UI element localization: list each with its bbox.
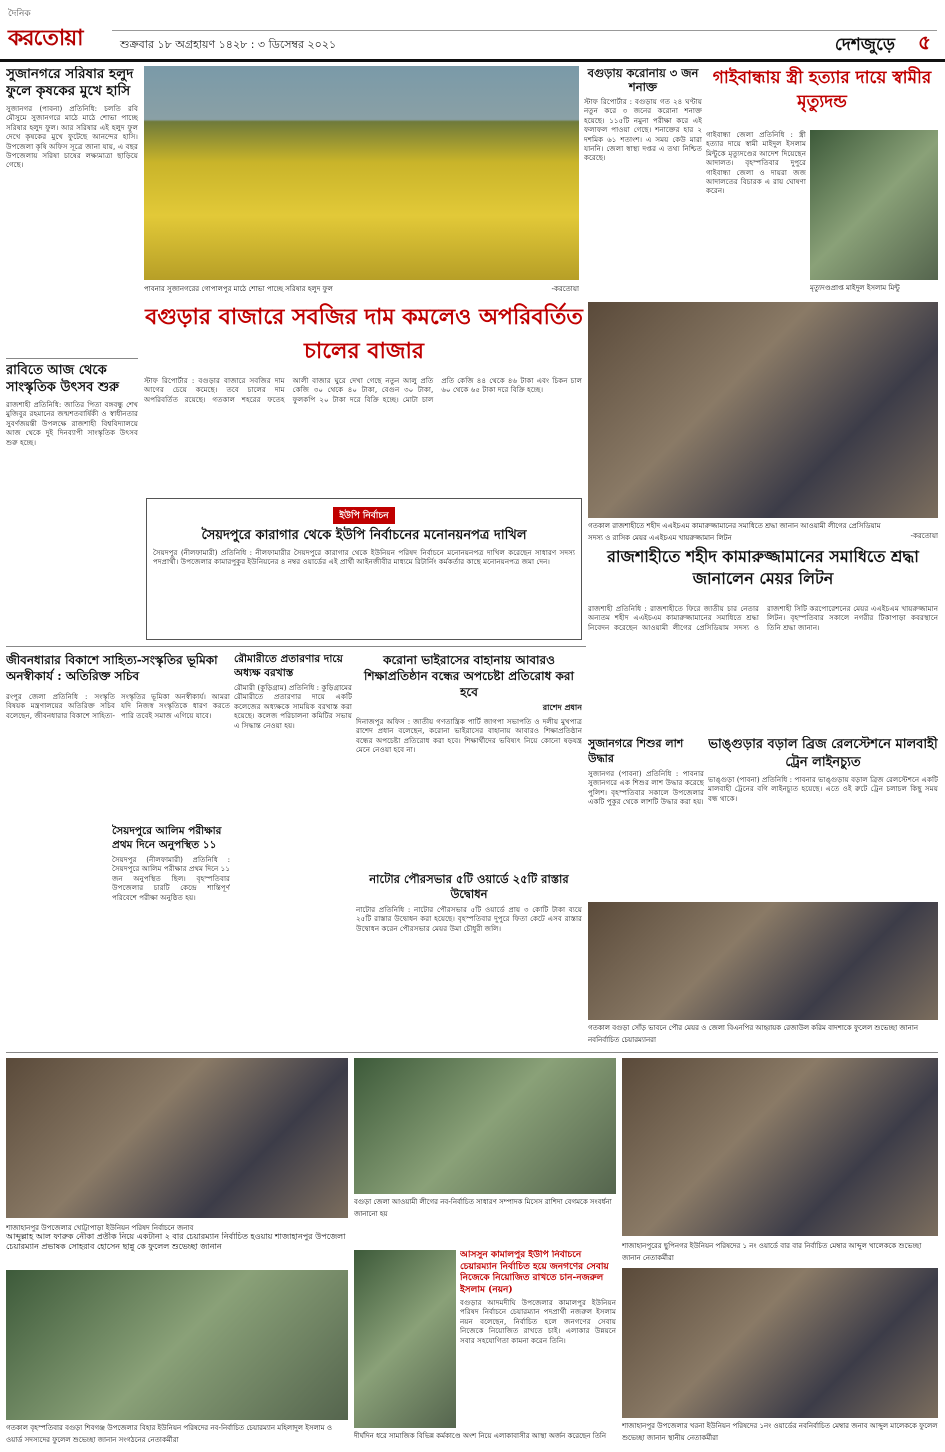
logo-main-text: করতোয়া	[8, 25, 83, 51]
story-vegetable-body: স্টাফ রিপোর্টার : বগুড়ার বাজারে সবজির দাম আগের চেয়ে কমেছে। তবে চালের দাম অপরিবর্তিত রয়েছে। গতকাল শহরের ফতেহ আলী বাজার ঘুরে দেখা গেছে নতুন আলু প্রতি কেজি ৩০ থেকে ৪০ টাকা, বেগুন ৩০ টাকা, ফুলকপি ২০ টাকা দরে বিক্রি হচ্ছে। মোটা চাল প্রতি কেজি ৪৪ থেকে ৪৬ টাকা এবং চিকন চাল ৬০ থেকে ৬৫ টাকা দরে বিক্রি হচ্ছে।	[144, 376, 582, 404]
story-corona-body: স্টাফ রিপোর্টার : বগুড়ায় গত ২৪ ঘণ্টায় নতুন করে ৩ জনের করোনা শনাক্ত হয়েছে। ১১৫টি নমুনা পরীক্ষা করে এই ফলাফল পাওয়া গেছে। শনাক্তের হার ২ দশমিক ৬১ শতাংশ। এ সময় কেউ মারা যাননি। জেলা স্বাস্থ্য দপ্তর এ তথ্য নিশ্চিত করেছে।	[584, 97, 702, 163]
story-kamruzzaman-body: রাজশাহী প্রতিনিধি : রাজশাহীতে ফিরে জাতীয় চার নেতার অন্যতম শহীদ এএইচএম কামারুজ্জামানের সমাধিতে শ্রদ্ধা নিবেদন করেছেন আওয়ামী লীগের প্রেসিডিয়াম সদস্য ও রাজশাহী সিটি করপোরেশনের মেয়র এএইচএম খায়রুজ্জামান লিটন। বৃহস্পতিবার সকালে নগরীর টিকাপাড়া কবরস্থানে তিনি শ্রদ্ধা জানান।	[588, 604, 938, 632]
shajahanpur-greeting-photo	[622, 1058, 938, 1236]
bogra-event-photo	[354, 1058, 616, 1194]
story-kamalpur-body: বগুড়ার আদমদীঘি উপজেলার কামালপুর ইউনিয়ন পরিষদ নির্বাচনে চেয়ারম্যান পদপ্রার্থী নজরুল ইসলাম নয়ন বলেছেন, নির্বাচিত হলে জনগণের সেবায় নিজেকে নিয়োজিত রাখতে চাই। এলাকার উন্নয়নে সবার সহযোগিতা কামনা করেন তিনি।	[460, 1298, 616, 1345]
story-up-headline: সৈয়দপুরে কারাগার থেকে ইউপি নির্বাচনের মনোনয়নপত্র দাখিল	[201, 528, 527, 543]
story-sujanagar-body: সুজানগর (পাবনা) প্রতিনিধি : পাবনার সুজানগরে এক শিশুর লাশ উদ্ধার করেছে পুলিশ। বৃহস্পতিবার সকালে উপজেলার একটি পুকুর থেকে লাশটি উদ্ধার করা হয়।	[588, 769, 704, 807]
khorna-photo-caption: শাজাহানপুর উপজেলার খরনা ইউনিয়ন পরিষদের ১নং ওয়ার্ডের নবনির্বাচিত মেম্বার জনাব আব্দুল মালেককে ফুলেল শুভেচ্ছা জানান স্থানীয় নেতাকর্মীরা	[622, 1422, 938, 1442]
story-education-body: দিনাজপুর অফিস : জাতীয় গণতান্ত্রিক পার্টি জাগপা সভাপতি ও দলীয় মুখপাত্র রাশেদ প্রধান বলেছেন, করোনা ভাইরাসের বাহানায় আবারও শিক্ষাপ্রতিষ্ঠান বন্ধের অপচেষ্টা প্রতিরোধ করা হবে। শিক্ষার্থীদের ভবিষ্যৎ নিয়ে কোনো ষড়যন্ত্র মেনে নেওয়া হবে না।	[356, 717, 582, 755]
story-gaibandha-headline: গাইবান্ধায় স্ত্রী হত্যার দায়ে স্বামীর মৃত্যুদন্ড	[712, 68, 932, 112]
story-sujanagar-headline: সুজানগরে শিশুর লাশ উদ্ধার	[588, 737, 684, 765]
story-kamalpur-headline: আসসুন কামালপুর ইউপি নির্বাচনে চেয়ারম্যান নির্বাচিত হয়ে জনগণের সেবায় নিজেকে নিয়োজিত রাখতে চান-নজরুল ইসলাম (নয়ন)	[460, 1250, 609, 1295]
ghor-meeting-caption: গতকাল বগুড়া সোঁড় ভাবনে পৌর মেয়র ও জেলা বিএনপির আহ্বায়ক রেজাউল করিম বাদশাকে ফুলেল শুভেচ্ছা জানান নবনির্বাচিত চেয়ারম্যানরা	[588, 1024, 919, 1044]
story-bridge	[708, 736, 938, 876]
story-kamruzzaman-headline-box	[588, 546, 938, 602]
story-corona-headline: বগুড়ায় করোনায় ৩ জন শনাক্ত	[587, 66, 699, 94]
story-fraud-body: রৌমারী (কুড়িগ্রাম) প্রতিনিধি : কুড়িগ্রামের রৌমারীতে প্রতারণার দায়ে একটি কলেজের অধ্যক্ষকে সাময়িক বরখাস্ত করা হয়েছে। কলেজ পরিচালনা কমিটির সভায় এ সিদ্ধান্ত নেওয়া হয়।	[234, 683, 352, 730]
masthead	[0, 0, 945, 62]
story-mustard-headline: সুজানগরে সরিষার হলুদ ফুলে কৃষকের মুখে হাসি	[6, 66, 134, 99]
story-education-headline: করোনা ভাইরাসের বাহানায় আবারও শিক্ষাপ্রতিষ্ঠান বন্ধের অপচেষ্টা প্রতিরোধ করা হবে	[364, 653, 574, 699]
story-gaibandha-body: গাইবান্ধা জেলা প্রতিনিধি : স্ত্রী হত্যার দায়ে স্বামী মাইদুল ইসলাম মিন্টুকে মৃত্যুদণ্ডের আদেশ দিয়েছেন আদালত। বৃহস্পতিবার দুপুরে গাইবান্ধা জেলা ও দায়রা জজ আদালতের বিচারক এ রায় ঘোষণা করেন।	[706, 130, 806, 196]
mustard-photo-caption: পাবনার সুজানগরের গোপালপুর মাঠে শোভা পাচ্ছে সরিষার হলুদ ফুল	[144, 285, 333, 293]
story-exam	[112, 824, 230, 1014]
kamruzzaman-photo-caption: গতকাল রাজশাহীতে শহীদ এএইচএম কামারুজ্জামানের সমাধিতে শ্রদ্ধা জানান আওয়ামী লীগের প্রেসিডিয়াম সদস্য ও রাসিক মেয়র এএইচএম খায়রুজ্জামান লিটন	[588, 522, 881, 542]
story-up-election	[146, 498, 582, 640]
lady-photo-caption: গতকাল বৃহস্পতিবার বগুড়া শিবগঞ্জ উপজেলার বিহার ইউনিয়ন পরিষদের নব-নির্বাচিত চেয়ারম্যান মহিলাদুল ইসলাম ও ওয়ার্ড সদস্যদের ফুলেল শুভেচ্ছা জানান সংগঠনের নেতাকর্মীরা	[6, 1424, 333, 1444]
divider	[6, 1052, 938, 1053]
convict-photo-caption: মৃত্যুদণ্ডপ্রাপ্ত মাইদুল ইসলাম মিন্টু	[810, 284, 900, 292]
story-exam-headline: সৈয়দপুরে আলিম পরীক্ষার প্রথম দিনে অনুপস্থিত ১১	[112, 825, 222, 851]
story-gaibandha-headline-box	[706, 66, 938, 126]
logo-small-text: দৈনিক	[8, 9, 31, 19]
newspaper-logo	[8, 6, 104, 54]
story-education-author: রাশেদ প্রধান	[542, 703, 582, 712]
story-kamalpur	[460, 1250, 616, 1430]
story-natore	[356, 872, 582, 1018]
story-fraud-headline: রৌমারীতে প্রতারণার দায়ে অধ্যক্ষ বরখাস্ত	[234, 653, 343, 679]
story-education	[356, 652, 582, 868]
section-title: দেশজুড়ে	[834, 35, 895, 55]
mustard-field-photo	[144, 66, 579, 280]
kamruzzaman-tribute-photo	[588, 302, 938, 518]
story-kamruzzaman-headline: রাজশাহীতে শহীদ কামারুজ্জামানের সমাধিতে শ্রদ্ধা জানালেন মেয়র লিটন	[607, 547, 919, 588]
story-corona	[584, 66, 702, 316]
dateline: শুক্রবার ১৮ অগ্রহায়ণ ১৪২৮ : ৩ ডিসেম্বর ২০২১	[120, 38, 337, 51]
story-mustard	[6, 66, 138, 356]
story-jibandhara-headline: জীবনধারার বিকাশে সাহিত্য-সংস্কৃতির ভূমিকা অনস্বীকার্য : অতিরিক্ত সচিব	[6, 653, 218, 683]
story-fraud	[234, 652, 352, 1012]
convict-photo	[810, 130, 938, 280]
story-rabi-body: রাজশাহী প্রতিনিধি: জাতির পিতা বঙ্গবন্ধু শেখ মুজিবুর রহমানের জন্মশতবার্ষিকী ও স্বাধীনতার সুবর্ণজয়ন্তী উপলক্ষে রাজশাহী বিশ্ববিদ্যালয়ে আজ থেকে দুই দিনব্যাপী সাংস্কৃতিক উৎসব শুরু হচ্ছে।	[6, 400, 138, 447]
abdullah-photo-caption: আব্দুল্লাহ আল ফারুক নৌকা প্রতীক নিয়ে একটানা ২ বার চেয়ারম্যান নির্বাচিত হওয়ায় শাজাহানপুর উপজেলা চেয়ারম্যান প্রভাষক সোহরাব হোসেন ছান্নু কে ফুলেল শুভেচ্ছা জানান	[6, 1232, 346, 1251]
bogra-event-caption: বগুড়া জেলা আওয়ামী লীগের নব-নির্বাচিত সাধারণ সম্পাদক মিসেস রাশিদা বেগমকে সংবর্ধনা জানানো হয়	[354, 1198, 612, 1218]
mustard-photo-credit: -করতোয়া	[551, 285, 579, 293]
story-mustard-body: সুজানগর (পাবনা) প্রতিনিধি: চলতি রবি মৌসুমে সুজানগরে মাঠে মাঠে শোভা পাচ্ছে সরিষার হলুদ ফুল। আর সরিষার এই হলুদ ফুল দেখে কৃষকের মুখে ফুটেছে আনন্দের হাসি। উপজেলা কৃষি অফিস সূত্রে জানা যায়, এ বছর উপজেলায় সরিষা চাষের লক্ষ্যমাত্রা ছাড়িয়ে গেছে।	[6, 104, 138, 170]
khorna-greeting-photo	[622, 1268, 938, 1418]
divider	[6, 646, 586, 647]
abdullah-photo-lead: শাজাহানপুর উপজেলার খোট্টাপাড়া ইউনিয়ন পরিষদ নির্বাচনে জনাব	[6, 1224, 194, 1232]
page-number: ৫	[918, 30, 931, 54]
story-rabi-headline: রাবিতে আজ থেকে সাংস্কৃতিক উৎসব শুরু	[6, 363, 120, 395]
story-natore-headline: নাটোর পৌরসভার ৫টি ওয়ার্ডে ২৫টি রাস্তার উদ্বোধন	[369, 872, 569, 901]
story-up-body: সৈয়দপুর (নীলফামারী) প্রতিনিধি : নীলফামারীর সৈয়দপুরে কারাগার থেকে ইউনিয়ন পরিষদ নির্বাচনে মনোনয়নপত্র দাখিল করেছেন সাধারণ সদস্য পদপ্রার্থী। উপজেলার কামারপুকুর ইউনিয়নের ৪ নম্বর ওয়ার্ডের এই প্রার্থী আইনজীবীর মাধ্যমে রিটার্নিং কর্মকর্তার কাছে মনোনয়নপত্র জমা দেন।	[153, 548, 575, 567]
story-bridge-headline: ভাঙ্গুড়ার বড়াল ব্রিজ রেলস্টেশনে মালবাহী ট্রেন লাইনচ্যুত	[708, 737, 938, 770]
up-election-badge: ইউপি নির্বাচন	[333, 507, 394, 524]
story-bridge-body: ভাঙ্গুড়া (পাবনা) প্রতিনিধি : পাবনার ভাঙ্গুড়ায় বড়াল ব্রিজ রেলস্টেশনে একটি মালবাহী ট্রেনের বগি লাইনচ্যুত হয়েছে। এতে ওই রুটে ট্রেন চলাচল কিছু সময় বন্ধ থাকে।	[708, 775, 938, 803]
kamalpur-caption: দীর্ঘদিন ধরে সামাজিক বিভিন্ন কর্মকাণ্ডে অংশ নিয়ে এলাকাবাসীর আস্থা অর্জন করেছেন তিনি	[354, 1432, 607, 1440]
story-exam-body: সৈয়দপুর (নীলফামারী) প্রতিনিধি : সৈয়দপুরে আলিম পরীক্ষার প্রথম দিনে ১১ জন অনুপস্থিত ছিল। বৃহস্পতিবার উপজেলার চারটি কেন্দ্রে শান্তিপূর্ণ পরিবেশে পরীক্ষা অনুষ্ঠিত হয়।	[112, 855, 230, 902]
story-jibandhara-body: রংপুর জেলা প্রতিনিধি : সংস্কৃতি বিষয়ক মন্ত্রণালয়ের অতিরিক্ত সচিব বলেছেন, জীবনধারার বিকাশে সাহিত্য-সংস্কৃতির ভূমিকা অনস্বীকার্য। আমরা যদি নিজস্ব সংস্কৃতিকে ধারণ করতে পারি তবেই সমাজ এগিয়ে যাবে।	[6, 692, 230, 720]
story-natore-body: নাটোর প্রতিনিধি : নাটোর পৌরসভার ৫টি ওয়ার্ডে প্রায় ৩ কোটি টাকা ব্যয়ে ২৫টি রাস্তার উদ্বোধন করা হয়েছে। বৃহস্পতিবার দুপুরে ফিতা কেটে এসব রাস্তার উদ্বোধন করেন পৌরসভার মেয়র উমা চৌধুরী জলি।	[356, 905, 582, 933]
story-vegetable-headline-box	[144, 300, 584, 372]
ghor-meeting-photo	[588, 902, 938, 1020]
shajahanpur-photo-caption: শাজাহানপুরের ছুপিনগর ইউনিয়ন পরিষদের ১ নং ওয়ার্ডে বার বার নির্বাচিত মেম্বার আব্দুল খালেককে শুভেচ্ছা জানান নেতাকর্মীরা	[622, 1242, 922, 1262]
abdullah-greeting-photo	[6, 1058, 348, 1218]
candidate-portrait-photo	[354, 1250, 456, 1428]
divider	[6, 358, 138, 359]
kamruzzaman-photo-credit: -করতোয়া	[910, 532, 938, 540]
story-vegetable-headline: বগুড়ার বাজারে সবজির দাম কমলেও অপরিবর্তিত চালের বাজার	[145, 304, 583, 364]
lady-greeting-photo	[6, 1270, 348, 1420]
story-jibandhara-headline-box	[6, 652, 230, 688]
masthead-rule	[112, 30, 937, 31]
